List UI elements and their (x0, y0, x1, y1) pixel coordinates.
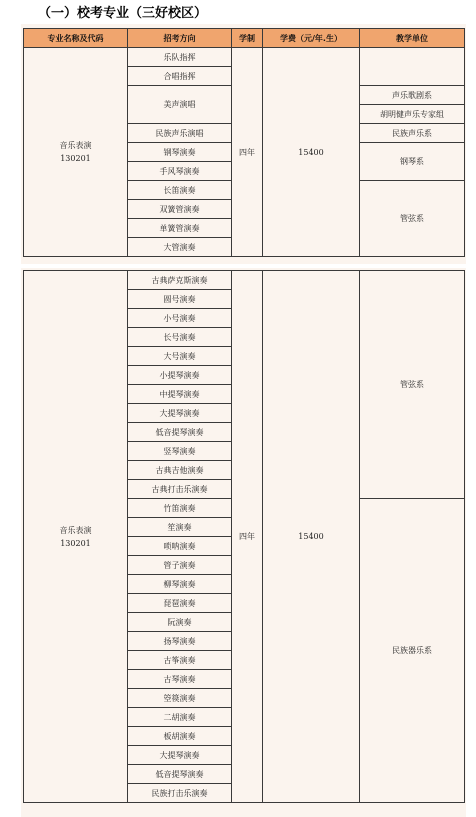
major-cell (24, 271, 128, 803)
direction-cell: 古筝演奏 (128, 651, 232, 670)
department-cell: 民族器乐系 (360, 499, 465, 803)
direction-cell: 二胡演奏 (128, 708, 232, 727)
fee-cell: 15400 (263, 271, 360, 803)
majors-table-2 (23, 270, 465, 803)
header-department: 教学单位 (360, 29, 465, 48)
direction-cell: 管子演奏 (128, 556, 232, 575)
department-cell: 声乐歌剧系 (360, 86, 465, 105)
department-cell: 钢琴系 (360, 143, 465, 181)
department-cell: 管弦系 (360, 271, 465, 499)
majors-table-1 (23, 28, 465, 257)
direction-cell: 低音提琴演奏 (128, 765, 232, 784)
direction-cell: 低音提琴演奏 (128, 423, 232, 442)
department-cell: 胡明健声乐专家组 (360, 105, 465, 124)
direction-cell: 古典吉他演奏 (128, 461, 232, 480)
page-break (21, 264, 466, 268)
major-name: 音乐表演 (59, 525, 92, 535)
fee-cell: 15400 (263, 48, 360, 257)
direction-cell: 大号演奏 (128, 347, 232, 366)
direction-cell: 圆号演奏 (128, 290, 232, 309)
direction-cell: 民族打击乐演奏 (128, 784, 232, 803)
direction-cell: 小号演奏 (128, 309, 232, 328)
direction-cell: 美声演唱 (128, 86, 232, 124)
direction-cell: 阮演奏 (128, 613, 232, 632)
direction-cell: 小提琴演奏 (128, 366, 232, 385)
direction-cell: 长号演奏 (128, 328, 232, 347)
direction-cell: 双簧管演奏 (128, 200, 232, 219)
direction-cell: 乐队指挥 (128, 48, 232, 67)
direction-cell: 手风琴演奏 (128, 162, 232, 181)
direction-cell: 柳琴演奏 (128, 575, 232, 594)
duration-cell: 四年 (232, 48, 263, 257)
direction-cell: 琵琶演奏 (128, 594, 232, 613)
direction-cell: 笙演奏 (128, 518, 232, 537)
major-code: 130201 (60, 538, 91, 548)
direction-cell: 钢琴演奏 (128, 143, 232, 162)
direction-cell: 大提琴演奏 (128, 404, 232, 423)
department-empty (360, 48, 465, 86)
department-cell: 民族声乐系 (360, 124, 465, 143)
direction-cell: 中提琴演奏 (128, 385, 232, 404)
major-code: 130201 (60, 154, 91, 163)
direction-cell: 古典萨克斯演奏 (128, 271, 232, 290)
department-cell: 管弦系 (360, 181, 465, 257)
direction-cell: 板胡演奏 (128, 727, 232, 746)
section-title: （一）校考专业（三好校区） (38, 6, 208, 21)
direction-cell: 大管演奏 (128, 238, 232, 257)
header-duration: 学制 (232, 29, 263, 48)
direction-cell: 古典打击乐演奏 (128, 480, 232, 499)
direction-cell: 合唱指挥 (128, 67, 232, 86)
major-name: 音乐表演 (59, 141, 92, 150)
direction-cell: 竹笛演奏 (128, 499, 232, 518)
direction-cell: 古琴演奏 (128, 670, 232, 689)
header-direction: 招考方向 (128, 29, 232, 48)
duration-cell: 四年 (232, 271, 263, 803)
direction-cell: 竖琴演奏 (128, 442, 232, 461)
direction-cell: 长笛演奏 (128, 181, 232, 200)
direction-cell: 扬琴演奏 (128, 632, 232, 651)
header-major: 专业名称及代码 (24, 29, 128, 48)
direction-cell: 箜篌演奏 (128, 689, 232, 708)
direction-cell: 民族声乐演唱 (128, 124, 232, 143)
direction-cell: 唢呐演奏 (128, 537, 232, 556)
header-fee: 学费（元/年.生） (263, 29, 360, 48)
major-cell (24, 48, 128, 257)
direction-cell: 单簧管演奏 (128, 219, 232, 238)
direction-cell: 大提琴演奏 (128, 746, 232, 765)
